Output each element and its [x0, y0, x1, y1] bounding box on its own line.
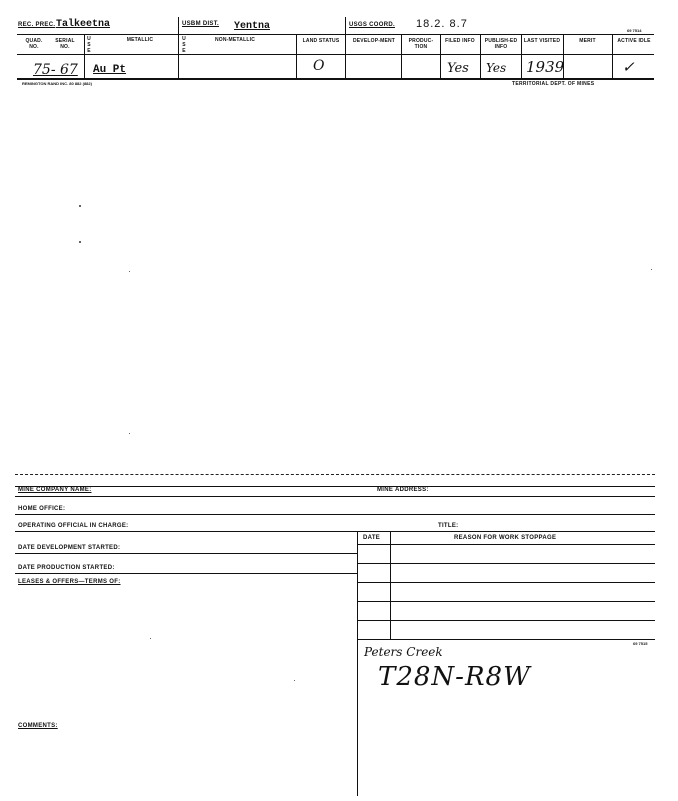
col-land-status: LAND STATUS [302, 38, 340, 44]
date-col-label: DATE [363, 535, 381, 541]
col-filed-info: FILED INFO [445, 38, 475, 44]
filed-info-value: Yes [447, 61, 469, 76]
date-dev-started-label: DATE DEVELOPMENT STARTED: [18, 545, 121, 551]
col-active-idle: ACTIVE IDLE [617, 38, 651, 44]
quad-serial-value: 75- 67 [33, 62, 78, 78]
dept-name: TERRITORIAL DEPT. OF MINES [512, 81, 595, 87]
published-info-value: Yes [486, 61, 507, 75]
home-office-label: HOME OFFICE: [18, 506, 66, 512]
usgs-coord-value: 18.2. 8.7 [416, 18, 468, 30]
last-visited-value: 1939 [526, 58, 565, 76]
active-idle-check: ✓ [622, 58, 635, 76]
col-serial-no: SERIAL NO. [55, 38, 75, 50]
col-published-info: PUBLISH-ED INFO [484, 38, 518, 50]
form-code-top: 69 7514 [627, 28, 642, 33]
usbm-dist-value: Yentna [234, 21, 271, 32]
mine-company-label: MINE COMPANY NAME: [18, 487, 92, 493]
col-production: PRODUC-TION [408, 38, 434, 50]
reason-col-label: REASON FOR WORK STOPPAGE [454, 535, 557, 541]
metallic-value: Au Pt [93, 64, 127, 76]
note-township-range: T28N-R8W [378, 662, 531, 692]
col-development: DEVELOP-MENT [352, 38, 396, 44]
col-metallic: METALLIC [126, 37, 154, 43]
usgs-coord-label: USGS COORD. [349, 22, 395, 28]
rec-prec-label: REC. PREC. [18, 22, 56, 28]
operating-official-label: OPERATING OFFICIAL IN CHARGE: [18, 523, 129, 529]
land-status-value: O [313, 58, 325, 74]
form-code-bottom: 69 7515 [633, 641, 648, 646]
col-last-visited: LAST VISITED [523, 38, 561, 44]
col-quad-no: QUAD. NO. [25, 38, 43, 50]
col-merit: MERIT [579, 38, 596, 44]
col-use-1: U S E [87, 36, 91, 54]
note-peters-creek: Peters Creek [364, 645, 443, 659]
col-use-2: U S E [182, 36, 186, 54]
col-non-metallic: NON-METALLIC [214, 37, 256, 43]
comments-label: COMMENTS: [18, 723, 58, 729]
title-label: TITLE: [438, 523, 459, 529]
rec-prec-value: Talkeetna [56, 19, 111, 30]
leases-label: LEASES & OFFERS—TERMS OF: [18, 579, 121, 585]
usbm-dist-label: USBM DIST. [182, 21, 220, 27]
date-prod-started-label: DATE PRODUCTION STARTED: [18, 565, 115, 571]
printer-code: REMINGTON RAND INC. 80 882 (882) [22, 81, 92, 86]
mine-address-label: MINE ADDRESS: [377, 487, 429, 493]
